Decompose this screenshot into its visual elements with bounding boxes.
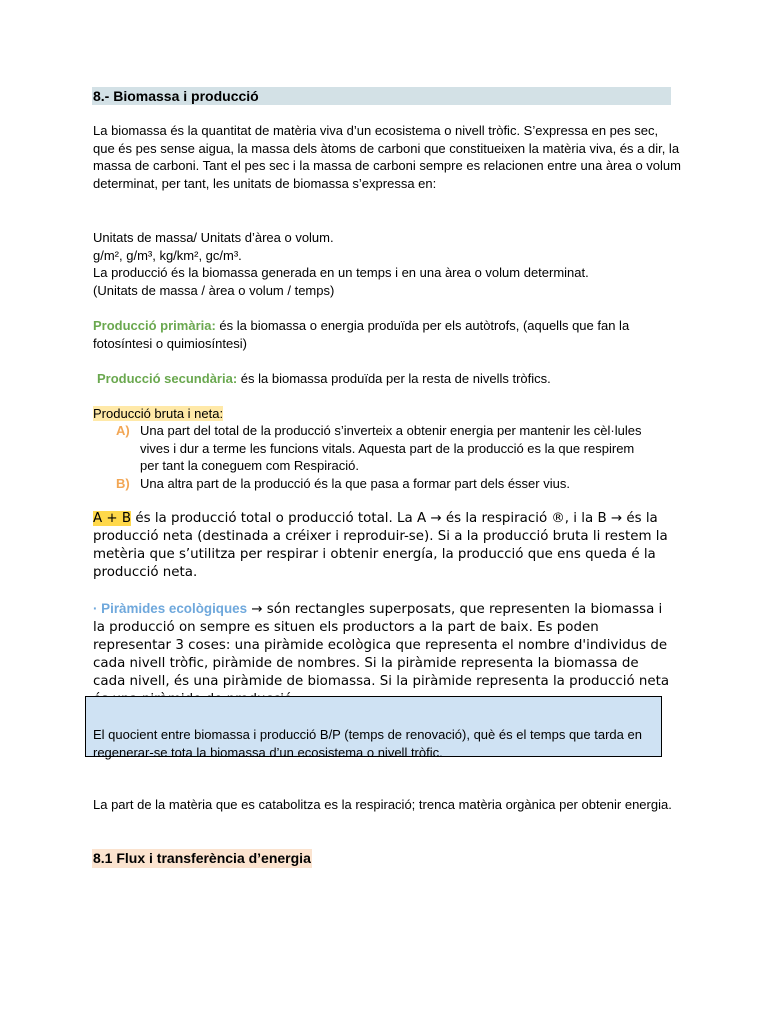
primary-production-label: Producció primària: xyxy=(93,318,216,333)
primary-production-paragraph xyxy=(93,317,683,352)
secondary-production-text: és la biomassa produïda per la resta de nivells tròfics. xyxy=(237,371,551,386)
secondary-production-label: Producció secundària: xyxy=(97,371,238,386)
units-line-1: Unitats de massa/ Unitats d’àrea o volum. xyxy=(93,230,334,245)
ab-label: A + B xyxy=(93,511,132,526)
subsection-title: 8.1 Flux i transferència d’energia xyxy=(93,850,311,866)
production-definition: La producció és la biomassa generada en un temps i en una àrea o volum determinat. xyxy=(93,265,589,281)
list-item-text: Una part del total de la producció s’inverteix a obtenir energia per mantenir les cèl·lules vives i dur a terme les funcions vitals. Aquesta part de la producció es la que respirem per tant la coneguem com Respiració. xyxy=(140,423,642,474)
gross-net-title: Producció bruta i neta: xyxy=(93,406,224,421)
section-title: 8.- Biomassa i producció xyxy=(92,87,671,105)
list-marker: B) xyxy=(116,476,130,492)
pyramids-label: · Piràmides ecològiques xyxy=(93,601,248,616)
units-line-2: g/m², g/m³, kg/km², gc/m³. xyxy=(93,247,242,263)
gross-net-title-row xyxy=(93,405,683,423)
list-item-text: Una altra part de la producció és la que pasa a formar part dels ésser vius. xyxy=(140,476,570,492)
secondary-production-paragraph xyxy=(97,370,687,388)
production-units: (Unitats de massa / àrea o volum / temps) xyxy=(93,283,335,299)
pyramids-text: → són rectangles superposats, que representen la biomassa i la producció on sempre es situen els productors a la part de baix. Es poden representar 3 coses: una piràmide ecològica que representa el nombre d'individus de cada nivell tròfic, piràmide de nombres. Si la piràmide representa la biomassa de cada nivell, és una piràmide de biomassa. Si la piràmide representa la producció neta xyxy=(93,602,670,689)
list-item xyxy=(116,422,656,475)
total-production-paragraph xyxy=(93,510,673,582)
bp-ratio-text: El quocient entre biomassa i producció B/P (temps de renovació), què és el temps que tarda en regenerar-se tota la biomassa d’un ecosistema o nivell tròfic. xyxy=(93,727,642,760)
respiration-paragraph: La part de la matèria que es catabolitza es la respiració; trenca matèria orgànica per obtenir energia. xyxy=(93,797,672,812)
ab-text: és la producció total o producció total. La A → és la respiració ®, i la B → és la producció neta (destinada a créixer i reproduir-se). Si a la producció bruta li restem la metèria que s’utilitza per respirar i obtenir energía, la producció que ens queda é la producció neta. xyxy=(93,511,668,580)
pyramids-paragraph xyxy=(93,600,673,709)
primary-production-text: és la biomassa o energia produïda per els autòtrofs, (aquells que fan la fotosíntesi o quimiosíntesi) xyxy=(93,318,630,351)
intro-paragraph: La biomassa és la quantitat de matèria viva d’un ecosistema o nivell tròfic. S’expressa en pes sec, que és pes sense aigua, la massa dels àtoms de carboni que constitueixen la matèria viva, és a dir, la massa de carboni. Tant el pes sec i la massa de carboni sempre es relacionen entre una àrea o volum determinat, per tant, les unitats de biomassa s’expressa en: xyxy=(93,123,681,192)
units-paragraph xyxy=(93,229,683,300)
production-list xyxy=(116,422,656,493)
list-marker: A) xyxy=(116,423,130,438)
list-item xyxy=(116,475,656,493)
